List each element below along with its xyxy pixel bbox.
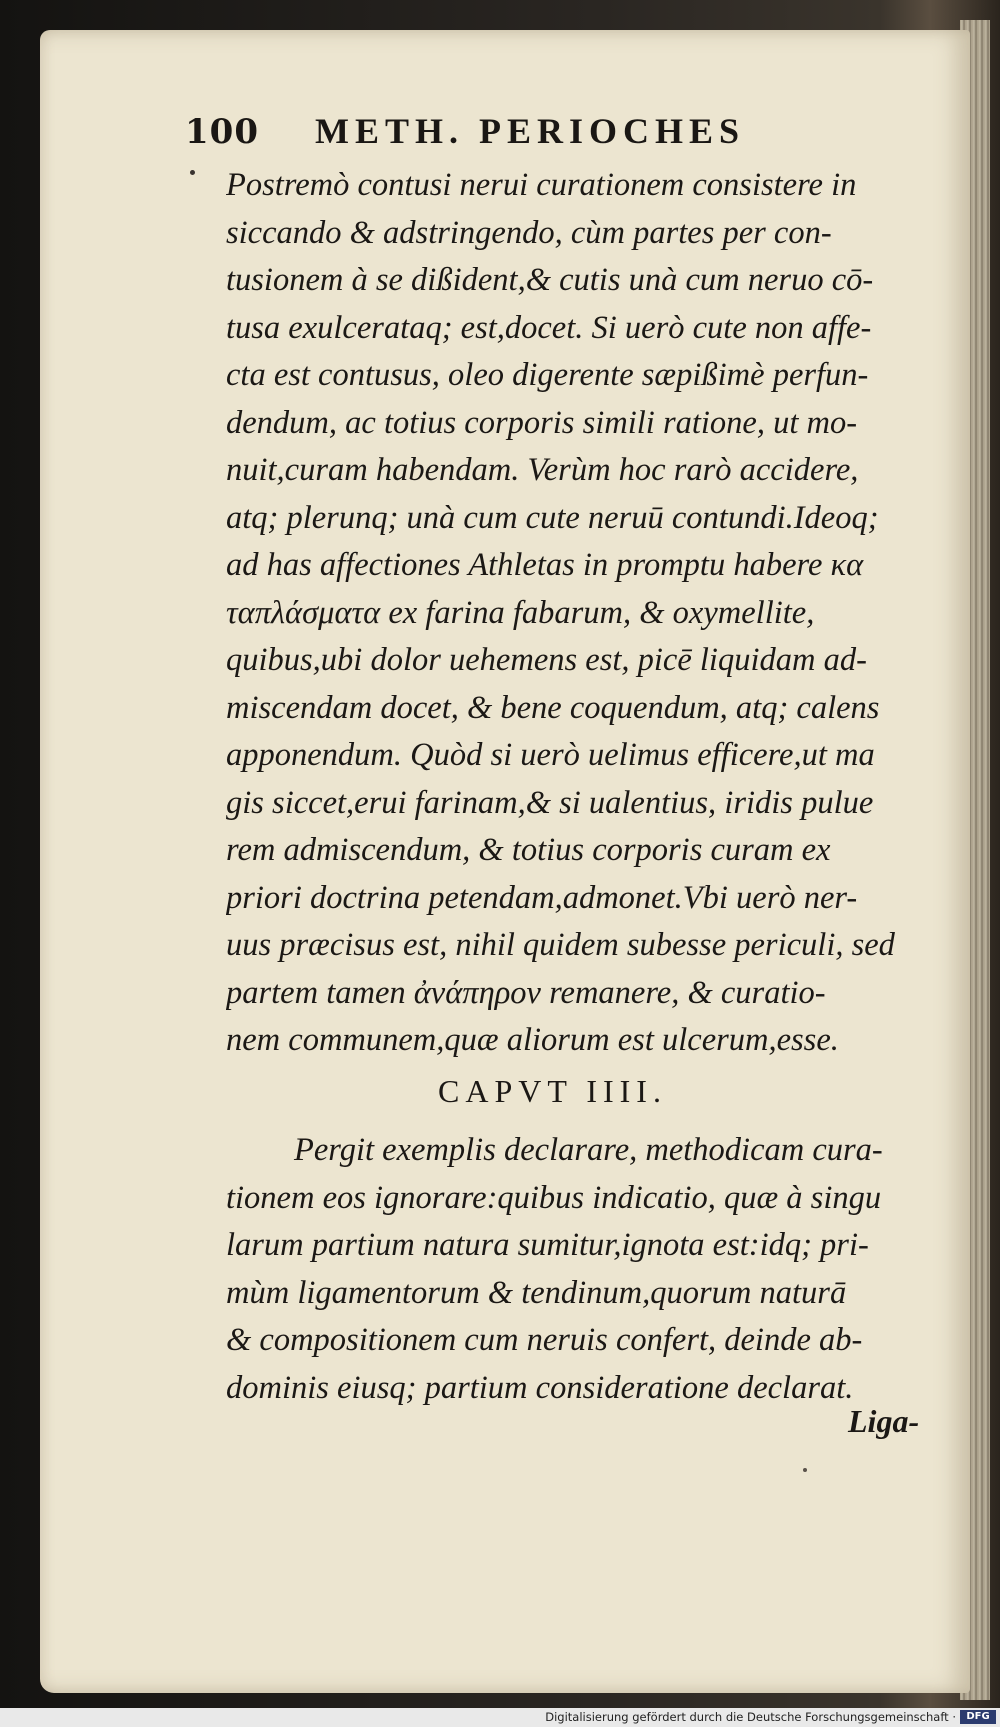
text-line: partem tamen ἀνάπηρον remanere, & curatio- <box>226 974 826 1011</box>
text-line: tionem eos ignorare:quibus indicatio, quæ à singu <box>226 1179 882 1216</box>
margin-mark <box>190 170 195 175</box>
text-line: dominis eiusq; partium consideratione declarat. <box>226 1369 854 1406</box>
body-text <box>226 162 946 1065</box>
catchword: Liga- <box>848 1403 920 1439</box>
text-line: miscendam docet, & bene coquendum, atq; calens <box>226 689 880 726</box>
running-head: METH. PERIOCHES <box>314 111 746 151</box>
text-line: apponendum. Quòd si uerò uelimus efficere,ut ma <box>226 737 875 773</box>
text-line: larum partium natura sumitur,ignota est:idq; pri- <box>226 1227 869 1263</box>
chapter-summary <box>226 1127 946 1412</box>
dfg-logo-icon: DFG <box>960 1710 996 1724</box>
text-line: tusa exulcerataq; est,docet. Si uerò cute non affe- <box>226 309 872 346</box>
text-line: & compositionem cum neruis confert, deinde ab- <box>226 1322 863 1358</box>
text-line: cta est contusus, oleo digerente sæpißimè perfun- <box>226 357 869 393</box>
text-line: dendum, ac totius corporis simili ratione, ut mo- <box>226 404 858 441</box>
text-line: mùm ligamentorum & tendinum,quorum naturā <box>226 1274 847 1311</box>
text-line: quibus,ubi dolor uehemens est, picē liquidam ad- <box>226 642 867 678</box>
text-line: nuit,curam habendam. Verùm hoc rarò accidere, <box>226 452 859 488</box>
chapter-heading: CAPVT IIII. <box>438 1073 667 1109</box>
page-number: 100 <box>185 112 259 152</box>
text-line: ταπλάσματα ex farina fabarum, & oxymellite, <box>226 594 815 631</box>
text-line: rem admiscendum, & totius corporis curam ex <box>226 832 831 868</box>
funding-note: Digitalisierung gefördert durch die Deutsche Forschungsgemeinschaft · <box>545 1710 956 1724</box>
text-line: atq; plerunq; unà cum cute neruū contundi.Ideoq; <box>226 499 879 536</box>
text-line: gis siccet,erui farinam,& si ualentius, iridis pulue <box>226 784 874 821</box>
text-line: Postremò contusi nerui curationem consistere in <box>226 167 857 203</box>
page-header <box>185 110 745 152</box>
text-line: priori doctrina petendam,admonet.Vbi uerò ner- <box>226 879 858 916</box>
text-line: siccando & adstringendo, cùm partes per con- <box>226 214 832 251</box>
stray-mark <box>803 1468 807 1472</box>
text-line: nem communem,quæ aliorum est ulcerum,esse. <box>226 1022 839 1058</box>
text-line: ad has affectiones Athletas in promptu habere κα <box>226 547 864 583</box>
text-line: Pergit exemplis declarare, methodicam cura- <box>294 1132 883 1168</box>
text-line: uus præcisus est, nihil quidem subesse periculi, sed <box>226 927 895 963</box>
text-line: tusionem à se dißident,& cutis unà cum neruo cō- <box>226 262 874 298</box>
